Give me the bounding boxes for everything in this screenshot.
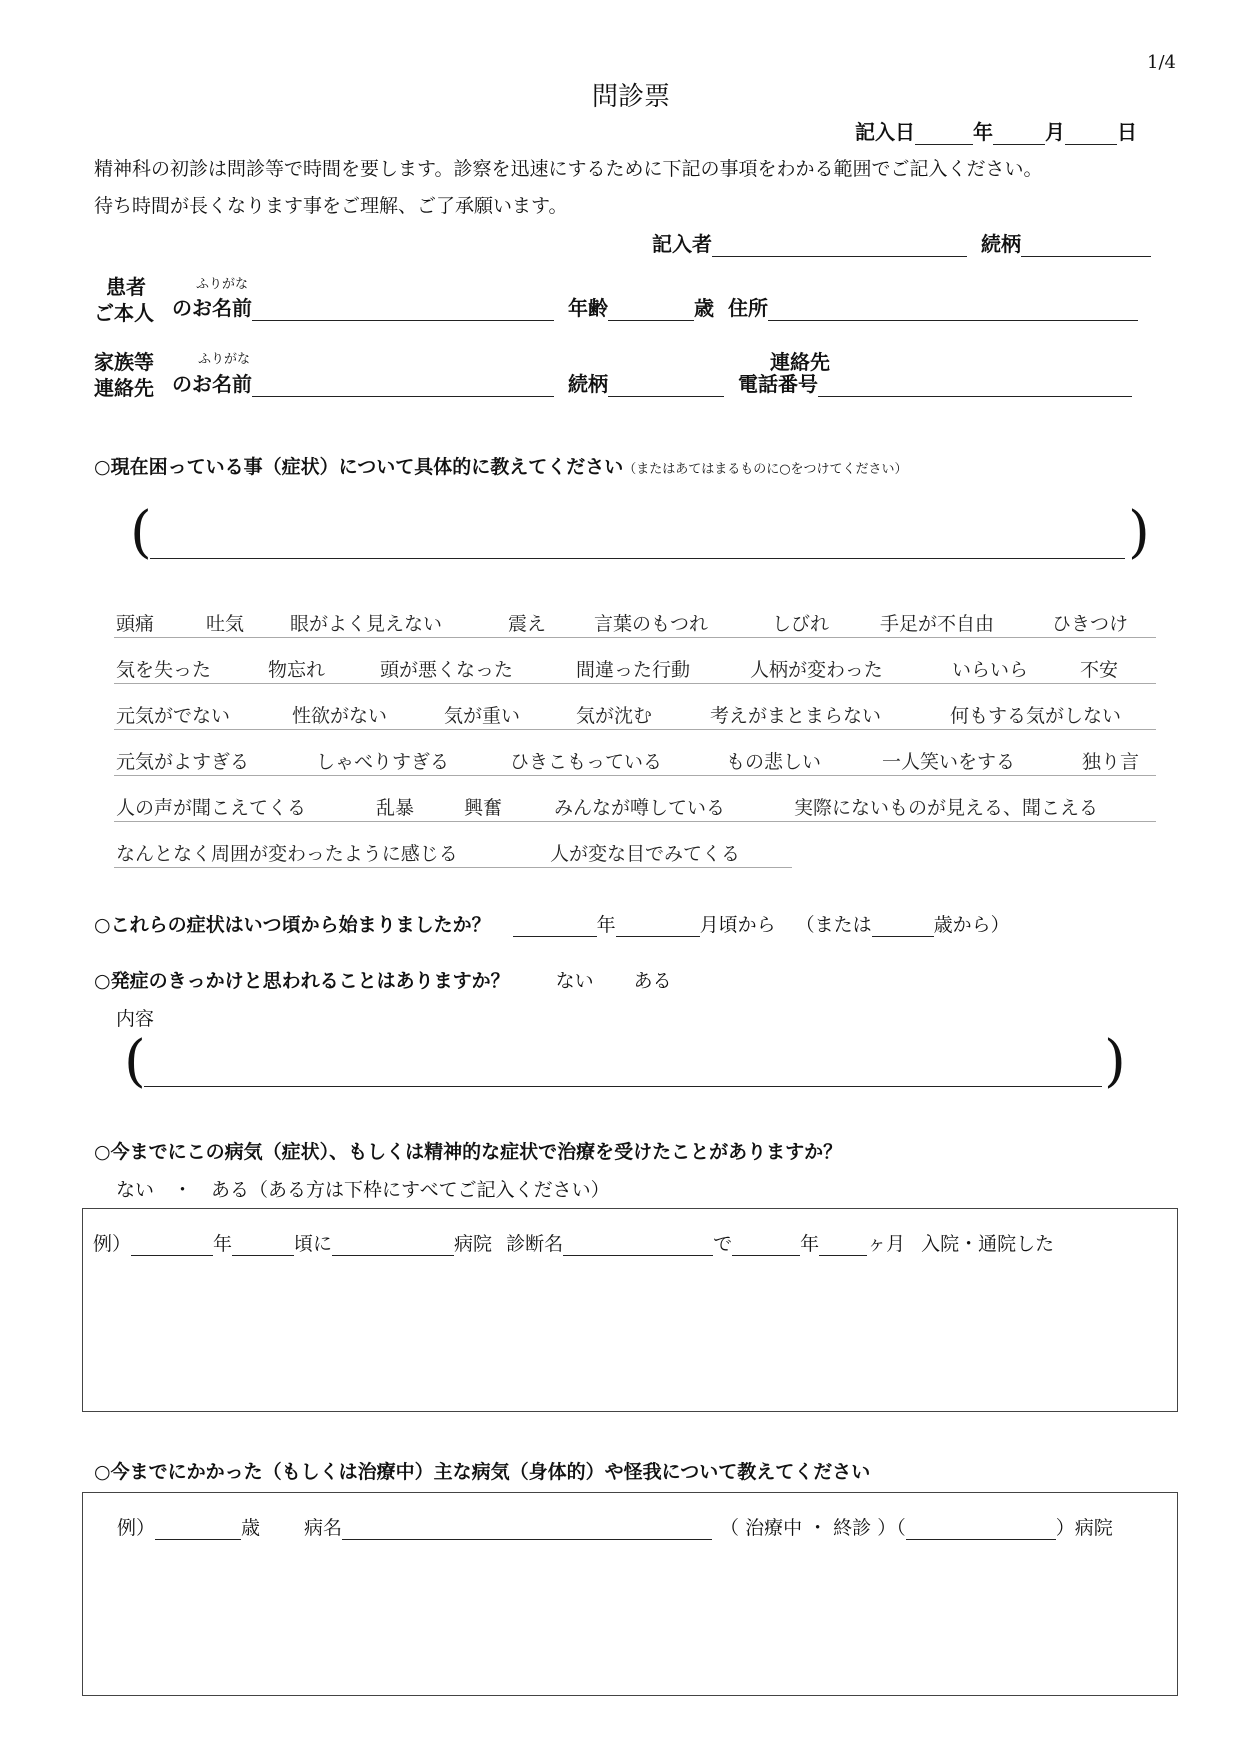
symptom-item[interactable]: 興奮 bbox=[464, 797, 503, 819]
q3-paren-close: ) bbox=[1104, 1029, 1126, 1094]
q4-example-line bbox=[93, 1229, 1054, 1256]
family-relation-blank[interactable] bbox=[608, 374, 724, 397]
symptom-item[interactable]: 間違った行動 bbox=[576, 659, 691, 681]
q4-ex: 例） bbox=[93, 1233, 132, 1255]
patient-age-blank[interactable] bbox=[608, 298, 694, 321]
q3-option-yes[interactable]: ある bbox=[633, 970, 672, 992]
symptom-item[interactable]: もの悲しい bbox=[726, 751, 822, 773]
q2-heading: ○これらの症状はいつ頃から始まりましたか？ bbox=[94, 914, 491, 936]
q5-ex-disease: 病名 bbox=[304, 1517, 343, 1539]
symptom-item[interactable]: 性欲がない bbox=[292, 705, 388, 727]
patient-label-2: ご本人 bbox=[94, 301, 154, 325]
family-relation-label: 続柄 bbox=[568, 372, 608, 396]
q5-blank[interactable] bbox=[906, 1517, 1056, 1540]
patient-row bbox=[172, 292, 1138, 321]
q2-or: （または bbox=[795, 914, 872, 936]
symptom-row-4 bbox=[114, 747, 1156, 776]
symptom-item[interactable]: 頭が悪くなった bbox=[380, 659, 514, 681]
q4-ex-result: 入院・通院した bbox=[921, 1233, 1055, 1255]
q4-ex-period: 頃に bbox=[294, 1233, 333, 1255]
symptom-item[interactable]: しゃべりすぎる bbox=[316, 751, 450, 773]
q4-blank[interactable] bbox=[563, 1233, 713, 1256]
q1-paren-open: ( bbox=[130, 500, 152, 565]
q2-year: 年 bbox=[596, 914, 616, 936]
writer-relation-label: 続柄 bbox=[981, 232, 1021, 256]
q1-note: （またはあてはまるものに○をつけてください） bbox=[623, 462, 908, 477]
q2-month-blank[interactable] bbox=[616, 914, 700, 937]
symptom-item[interactable]: 頭痛 bbox=[116, 613, 155, 635]
intro-line-2: 待ち時間が長くなります事をご理解、ご了承願います。 bbox=[94, 195, 568, 217]
patient-age-unit: 歳 bbox=[694, 296, 714, 320]
q2-age-blank[interactable] bbox=[872, 914, 934, 937]
symptom-item[interactable]: ひきこもっている bbox=[510, 751, 663, 773]
family-furigana: ふりがな bbox=[198, 352, 251, 367]
q4-heading: ○今までにこの病気（症状）、もしくは精神的な症状で治療を受けたことがありますか？ bbox=[94, 1141, 843, 1163]
symptom-item[interactable]: 言葉のもつれ bbox=[594, 613, 709, 635]
q4-blank[interactable] bbox=[732, 1233, 800, 1256]
symptom-item[interactable]: 一人笑いをする bbox=[882, 751, 1016, 773]
symptom-item[interactable]: 元気がでない bbox=[116, 705, 231, 727]
patient-address-blank[interactable] bbox=[768, 298, 1138, 321]
q4-ex-year: 年 bbox=[213, 1233, 233, 1255]
date-blank[interactable] bbox=[915, 122, 973, 145]
family-label-2: 連絡先 bbox=[94, 376, 154, 400]
form-title: 問診票 bbox=[592, 82, 671, 112]
symptom-row-1 bbox=[114, 609, 1156, 638]
family-label-1: 家族等 bbox=[94, 350, 154, 374]
family-row bbox=[172, 368, 1132, 397]
writer-line bbox=[652, 228, 1151, 257]
symptom-item[interactable]: 人が変な目でみてくる bbox=[550, 843, 741, 865]
page-number: 1/4 bbox=[1147, 52, 1176, 73]
date-blank[interactable] bbox=[993, 122, 1045, 145]
symptom-item[interactable]: なんとなく周囲が変わったように感じる bbox=[116, 843, 458, 865]
symptom-item[interactable]: ひきつけ bbox=[1052, 613, 1129, 635]
q4-blank[interactable] bbox=[819, 1233, 867, 1256]
q1-heading-line bbox=[94, 452, 908, 479]
q5-answer-box[interactable] bbox=[82, 1492, 1178, 1696]
date-day: 日 bbox=[1117, 120, 1137, 144]
symptom-item[interactable]: 気が沈む bbox=[576, 705, 653, 727]
symptom-item[interactable]: いらいら bbox=[952, 659, 1029, 681]
q4-blank[interactable] bbox=[232, 1233, 294, 1256]
symptom-item[interactable]: 吐気 bbox=[206, 613, 245, 635]
symptom-item[interactable]: 乱暴 bbox=[376, 797, 415, 819]
q4-ex-diagnosis: 診断名 bbox=[506, 1233, 564, 1255]
patient-age-label: 年齢 bbox=[568, 296, 608, 320]
patient-furigana: ふりがな bbox=[196, 277, 249, 292]
symptom-item[interactable]: 独り言 bbox=[1082, 751, 1140, 773]
writer-label: 記入者 bbox=[652, 232, 712, 256]
symptom-item[interactable]: 気が重い bbox=[444, 705, 521, 727]
q3-option-no[interactable]: ない bbox=[555, 970, 594, 992]
symptom-item[interactable]: みんなが噂している bbox=[554, 797, 726, 819]
symptom-item[interactable]: 考えがまとまらない bbox=[710, 705, 882, 727]
q1-paren-close: ) bbox=[1128, 500, 1150, 565]
patient-address-label: 住所 bbox=[728, 296, 768, 320]
symptom-row-3 bbox=[114, 701, 1156, 730]
q5-blank[interactable] bbox=[342, 1517, 712, 1540]
patient-label-1: 患者 bbox=[106, 275, 146, 299]
symptom-item[interactable]: しびれ bbox=[772, 613, 830, 635]
writer-relation-blank[interactable] bbox=[1021, 234, 1151, 257]
q4-answer-box[interactable] bbox=[82, 1208, 1178, 1412]
symptom-item[interactable]: 物忘れ bbox=[268, 659, 326, 681]
family-phone-label-2: 電話番号 bbox=[738, 372, 818, 396]
family-phone-label-1: 連絡先 bbox=[770, 350, 830, 374]
q4-ex-year2: 年 bbox=[800, 1233, 820, 1255]
q3-content-label: 内容 bbox=[116, 1008, 155, 1030]
family-name-blank[interactable] bbox=[252, 374, 554, 397]
symptom-item[interactable]: 人の声が聞こえてくる bbox=[116, 797, 307, 819]
q5-heading: ○今までにかかった（もしくは治療中）主な病気（身体的）や怪我について教えてください bbox=[94, 1461, 871, 1483]
q4-sub: ない ・ ある（ある方は下枠にすべてご記入ください） bbox=[116, 1179, 610, 1201]
q5-ex-hospital: ）病院 bbox=[1055, 1517, 1113, 1539]
patient-name-blank[interactable] bbox=[252, 298, 554, 321]
q5-blank[interactable] bbox=[155, 1517, 241, 1540]
q2-line bbox=[94, 910, 1010, 937]
symptom-item[interactable]: 不安 bbox=[1080, 659, 1119, 681]
symptom-row-5 bbox=[114, 793, 1156, 822]
q3-answer-line[interactable] bbox=[144, 1086, 1102, 1087]
date-line bbox=[855, 116, 1137, 145]
q1-answer-line[interactable] bbox=[150, 558, 1125, 559]
patient-name-label: のお名前 bbox=[172, 296, 252, 320]
q3-heading: ○発症のきっかけと思われることはありますか？ bbox=[94, 970, 510, 992]
q4-blank[interactable] bbox=[131, 1233, 213, 1256]
symptom-item[interactable]: 何もする気がしない bbox=[950, 705, 1122, 727]
date-blank[interactable] bbox=[1065, 122, 1117, 145]
q5-ex: 例） bbox=[117, 1517, 156, 1539]
q1-heading: ○現在困っている事（症状）について具体的に教えてください bbox=[94, 456, 624, 478]
symptom-item[interactable]: 元気がよすぎる bbox=[116, 751, 250, 773]
q5-ex-age: 歳 bbox=[241, 1517, 261, 1539]
symptom-item[interactable]: 震え bbox=[508, 613, 547, 635]
q2-year-blank[interactable] bbox=[513, 914, 597, 937]
symptom-item[interactable]: 人柄が変わった bbox=[750, 659, 883, 681]
q4-ex-de: で bbox=[713, 1233, 733, 1255]
symptom-item[interactable]: 気を失った bbox=[116, 659, 212, 681]
date-label: 記入日 bbox=[855, 120, 915, 144]
symptom-row-6 bbox=[114, 839, 792, 868]
family-phone-blank[interactable] bbox=[818, 374, 1132, 397]
date-month: 月 bbox=[1045, 120, 1065, 144]
symptom-item[interactable]: 実際にないものが見える、聞こえる bbox=[794, 797, 1099, 819]
q3-line bbox=[94, 966, 672, 993]
symptom-item[interactable]: 手足が不自由 bbox=[880, 613, 995, 635]
writer-blank[interactable] bbox=[712, 234, 967, 257]
family-name-label: のお名前 bbox=[172, 372, 252, 396]
intro-line-1: 精神科の初診は問診等で時間を要します。診察を迅速にするために下記の事項をわかる範囲でご記入ください。 bbox=[94, 158, 1043, 180]
q4-blank[interactable] bbox=[332, 1233, 454, 1256]
q5-ex-status: （ 治療中 ・ 終診 ）（ bbox=[720, 1517, 906, 1539]
q5-example-line bbox=[117, 1513, 1113, 1540]
q2-age-from: 歳から） bbox=[933, 914, 1010, 936]
q2-month-from: 月頃から bbox=[699, 914, 776, 936]
q4-ex-hospital: 病院 bbox=[454, 1233, 493, 1255]
symptom-item[interactable]: 眼がよく見えない bbox=[290, 613, 443, 635]
q4-ex-months: ヶ月 bbox=[867, 1233, 906, 1255]
date-year: 年 bbox=[973, 120, 993, 144]
q3-paren-open: ( bbox=[124, 1029, 146, 1094]
symptom-row-2 bbox=[114, 655, 1156, 684]
